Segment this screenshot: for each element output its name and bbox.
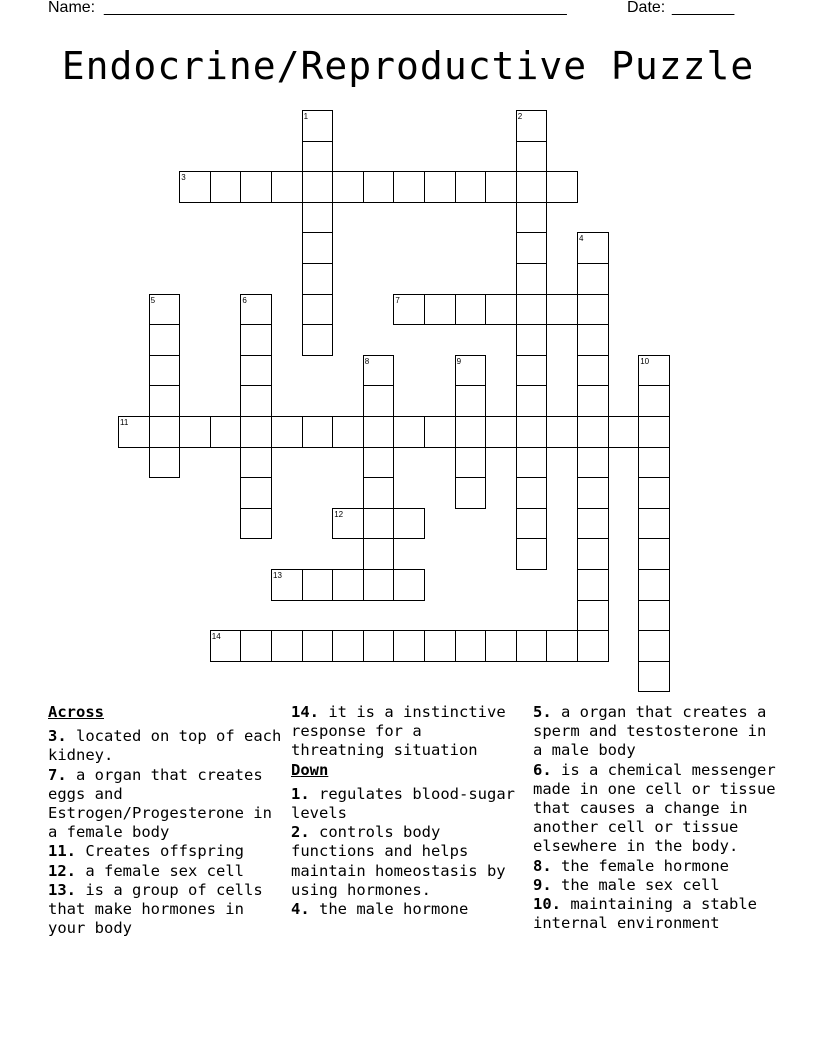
grid-cell[interactable]: [455, 477, 487, 509]
clue-down-9: [533, 876, 779, 895]
grid-cell[interactable]: [363, 538, 395, 570]
grid-cell[interactable]: [363, 447, 395, 479]
clue-number: 8.: [533, 856, 552, 875]
grid-cell[interactable]: [332, 508, 364, 540]
clue-number: 11.: [48, 842, 76, 861]
grid-cell[interactable]: [485, 171, 517, 203]
clue-down-4: [291, 900, 523, 919]
grid-cell[interactable]: [546, 416, 578, 448]
grid-cell[interactable]: [240, 508, 272, 540]
grid-cell[interactable]: [302, 263, 334, 295]
clue-text: the male sex cell: [561, 875, 720, 894]
cell-number: 14: [211, 632, 221, 642]
grid-cell[interactable]: [424, 294, 456, 326]
grid-cell[interactable]: [577, 600, 609, 632]
grid-cell[interactable]: [363, 508, 395, 540]
grid-cell[interactable]: [363, 630, 395, 662]
grid-cell[interactable]: [179, 171, 211, 203]
grid-cell[interactable]: [516, 141, 548, 173]
grid-cell[interactable]: [393, 569, 425, 601]
grid-cell[interactable]: [608, 416, 640, 448]
date-field-line[interactable]: _______: [672, 0, 735, 16]
grid-cell[interactable]: [363, 477, 395, 509]
grid-cell[interactable]: [638, 661, 670, 693]
clue-number: 6.: [533, 760, 552, 779]
clue-column-2: [291, 703, 523, 919]
grid-cell[interactable]: [516, 263, 548, 295]
grid-cell[interactable]: [302, 202, 334, 234]
grid-cell[interactable]: [638, 538, 670, 570]
clue-text: maintaining a stable internal environment: [533, 895, 757, 933]
grid-cell[interactable]: [424, 630, 456, 662]
name-field-line[interactable]: ____________________________________________________: [104, 0, 567, 16]
clue-number: 12.: [48, 861, 76, 880]
clue-text: located on top of each kidney.: [48, 727, 282, 765]
grid-cell[interactable]: [240, 355, 272, 387]
grid-cell[interactable]: [210, 171, 242, 203]
grid-cell[interactable]: [210, 630, 242, 662]
grid-cell[interactable]: [638, 416, 670, 448]
grid-cell[interactable]: [393, 630, 425, 662]
grid-cell[interactable]: [577, 324, 609, 356]
name-label: Name:: [48, 0, 96, 16]
grid-cell[interactable]: [516, 508, 548, 540]
cell-number: 8: [364, 356, 370, 366]
clue-column-3: [533, 703, 779, 933]
grid-cell[interactable]: [516, 385, 548, 417]
grid-cell[interactable]: [363, 171, 395, 203]
grid-cell[interactable]: [149, 416, 181, 448]
grid-cell[interactable]: [577, 508, 609, 540]
clue-text: the female hormone: [561, 856, 729, 875]
grid-cell[interactable]: [638, 600, 670, 632]
across-heading: Across: [48, 703, 104, 721]
clue-number: 10.: [533, 895, 561, 914]
clue-text: is a group of cells that make hormones in your body: [48, 880, 263, 938]
clue-across-3: [48, 727, 284, 765]
grid-cell[interactable]: [516, 447, 548, 479]
grid-cell[interactable]: [516, 477, 548, 509]
grid-cell[interactable]: [302, 232, 334, 264]
grid-cell[interactable]: [271, 569, 303, 601]
clue-number: 4.: [291, 900, 310, 919]
clue-text: a organ that creates a sperm and testosterone in a male body: [533, 703, 767, 760]
grid-cell[interactable]: [302, 141, 334, 173]
grid-cell[interactable]: [363, 416, 395, 448]
cell-number: 5: [150, 295, 156, 305]
clue-text: the male hormone: [319, 900, 469, 919]
cell-number: 13: [273, 571, 282, 580]
clue-text: Creates offspring: [85, 842, 244, 861]
grid-cell[interactable]: [240, 294, 272, 326]
grid-cell[interactable]: [393, 416, 425, 448]
clue-number: 5.: [533, 703, 552, 721]
grid-cell[interactable]: [638, 447, 670, 479]
grid-cell[interactable]: [577, 416, 609, 448]
clue-number: 13.: [48, 880, 76, 899]
grid-cell[interactable]: [455, 294, 487, 326]
grid-cell[interactable]: [149, 324, 181, 356]
clue-text: it is a instinctive response for a threatning situation: [291, 703, 506, 760]
grid-cell[interactable]: [240, 416, 272, 448]
clue-down-1: [291, 785, 523, 823]
clue-down-10: [533, 895, 779, 933]
grid-cell[interactable]: [577, 630, 609, 662]
cell-number: 10: [640, 356, 650, 366]
clue-text: controls body functions and helps maintain homeostasis by using hormones.: [291, 823, 506, 899]
down-heading: Down: [291, 760, 329, 779]
grid-cell[interactable]: [393, 508, 425, 540]
grid-cell[interactable]: [363, 385, 395, 417]
cell-number: 7: [395, 295, 400, 305]
cell-number: 11: [120, 418, 129, 427]
grid-cell[interactable]: [577, 477, 609, 509]
grid-cell[interactable]: [577, 232, 609, 264]
grid-cell[interactable]: [271, 630, 303, 662]
grid-cell[interactable]: [455, 385, 487, 417]
grid-cell[interactable]: [424, 171, 456, 203]
grid-cell[interactable]: [332, 630, 364, 662]
cell-number: 1: [303, 112, 309, 121]
grid-cell[interactable]: [393, 294, 425, 326]
clue-number: 7.: [48, 765, 67, 784]
grid-cell[interactable]: [240, 477, 272, 509]
grid-cell[interactable]: [271, 416, 303, 448]
grid-cell[interactable]: [302, 324, 334, 356]
grid-cell[interactable]: [546, 171, 578, 203]
grid-cell[interactable]: [516, 355, 548, 387]
cell-number: 2: [517, 112, 523, 121]
clue-text: regulates blood-sugar levels: [291, 784, 515, 823]
clue-across-12: [48, 862, 284, 881]
clue-down-8: [533, 857, 779, 876]
grid-cell[interactable]: [455, 447, 487, 479]
grid-cell[interactable]: [485, 630, 517, 662]
grid-cell[interactable]: [638, 355, 670, 387]
grid-cell[interactable]: [149, 294, 181, 326]
grid-cell[interactable]: [455, 171, 487, 203]
grid-cell[interactable]: [302, 171, 334, 203]
clue-number: 14.: [291, 703, 319, 721]
cell-number: 4: [579, 234, 584, 244]
clue-column-1: [48, 703, 284, 938]
grid-cell[interactable]: [516, 171, 548, 203]
grid-cell[interactable]: [179, 416, 211, 448]
grid-cell[interactable]: [455, 630, 487, 662]
grid-cell[interactable]: [240, 324, 272, 356]
grid-cell[interactable]: [577, 538, 609, 570]
grid-cell[interactable]: [485, 416, 517, 448]
grid-cell[interactable]: [332, 416, 364, 448]
clue-across-13: [48, 881, 284, 939]
grid-cell[interactable]: [638, 477, 670, 509]
clue-number: 2.: [291, 823, 310, 842]
grid-cell[interactable]: [577, 355, 609, 387]
grid-cell[interactable]: [271, 171, 303, 203]
grid-cell[interactable]: [149, 385, 181, 417]
grid-cell[interactable]: [577, 263, 609, 295]
grid-cell[interactable]: [516, 294, 548, 326]
clue-across-14: [291, 703, 523, 761]
clue-text: a female sex cell: [85, 861, 244, 880]
grid-cell[interactable]: [393, 171, 425, 203]
cell-number: 9: [456, 356, 462, 366]
clue-number: 9.: [533, 875, 552, 894]
grid-cell[interactable]: [577, 447, 609, 479]
grid-cell[interactable]: [638, 630, 670, 662]
grid-cell[interactable]: [577, 569, 609, 601]
grid-cell[interactable]: [424, 416, 456, 448]
clue-text: a organ that creates eggs and Estrogen/Progesterone in a female body: [48, 765, 272, 842]
clue-text: is a chemical messenger made in one cell or tissue that causes a change in another cell or tissue elsewhere in the body.: [533, 760, 776, 856]
grid-cell[interactable]: [302, 416, 334, 448]
grid-cell[interactable]: [240, 385, 272, 417]
grid-cell[interactable]: [485, 294, 517, 326]
grid-cell[interactable]: [240, 447, 272, 479]
grid-cell[interactable]: [516, 202, 548, 234]
grid-cell[interactable]: [577, 385, 609, 417]
grid-cell[interactable]: [577, 294, 609, 326]
grid-cell[interactable]: [455, 355, 487, 387]
grid-cell[interactable]: [363, 355, 395, 387]
grid-cell[interactable]: [516, 110, 548, 142]
grid-cell[interactable]: [302, 630, 334, 662]
page-title: Endocrine/Reproductive Puzzle: [61, 44, 755, 88]
grid-cell[interactable]: [118, 416, 150, 448]
cell-number: 6: [242, 295, 247, 305]
grid-cell[interactable]: [516, 232, 548, 264]
grid-cell[interactable]: [546, 294, 578, 326]
grid-cell[interactable]: [546, 630, 578, 662]
grid-cell[interactable]: [638, 569, 670, 601]
cell-number: 3: [181, 173, 186, 183]
clue-number: 3.: [48, 727, 67, 746]
grid-cell[interactable]: [516, 416, 548, 448]
grid-cell[interactable]: [638, 508, 670, 540]
grid-cell[interactable]: [240, 171, 272, 203]
grid-cell[interactable]: [332, 171, 364, 203]
clue-down-6: [533, 761, 779, 857]
grid-cell[interactable]: [638, 385, 670, 417]
clue-across-11: [48, 842, 284, 861]
grid-cell[interactable]: [516, 630, 548, 662]
clue-down-5: [533, 703, 779, 761]
grid-cell[interactable]: [455, 416, 487, 448]
grid-cell[interactable]: [149, 447, 181, 479]
grid-cell[interactable]: [240, 630, 272, 662]
grid-cell[interactable]: [363, 569, 395, 601]
cell-number: 12: [334, 509, 344, 519]
date-label: Date:: [627, 0, 666, 16]
clue-down-2: [291, 823, 523, 900]
clue-across-7: [48, 766, 284, 843]
grid-cell[interactable]: [516, 324, 548, 356]
grid-cell[interactable]: [149, 355, 181, 387]
grid-cell[interactable]: [302, 110, 334, 142]
clue-number: 1.: [291, 784, 310, 803]
grid-cell[interactable]: [210, 416, 242, 448]
grid-cell[interactable]: [302, 294, 334, 326]
grid-cell[interactable]: [516, 538, 548, 570]
grid-cell[interactable]: [302, 569, 334, 601]
grid-cell[interactable]: [332, 569, 364, 601]
